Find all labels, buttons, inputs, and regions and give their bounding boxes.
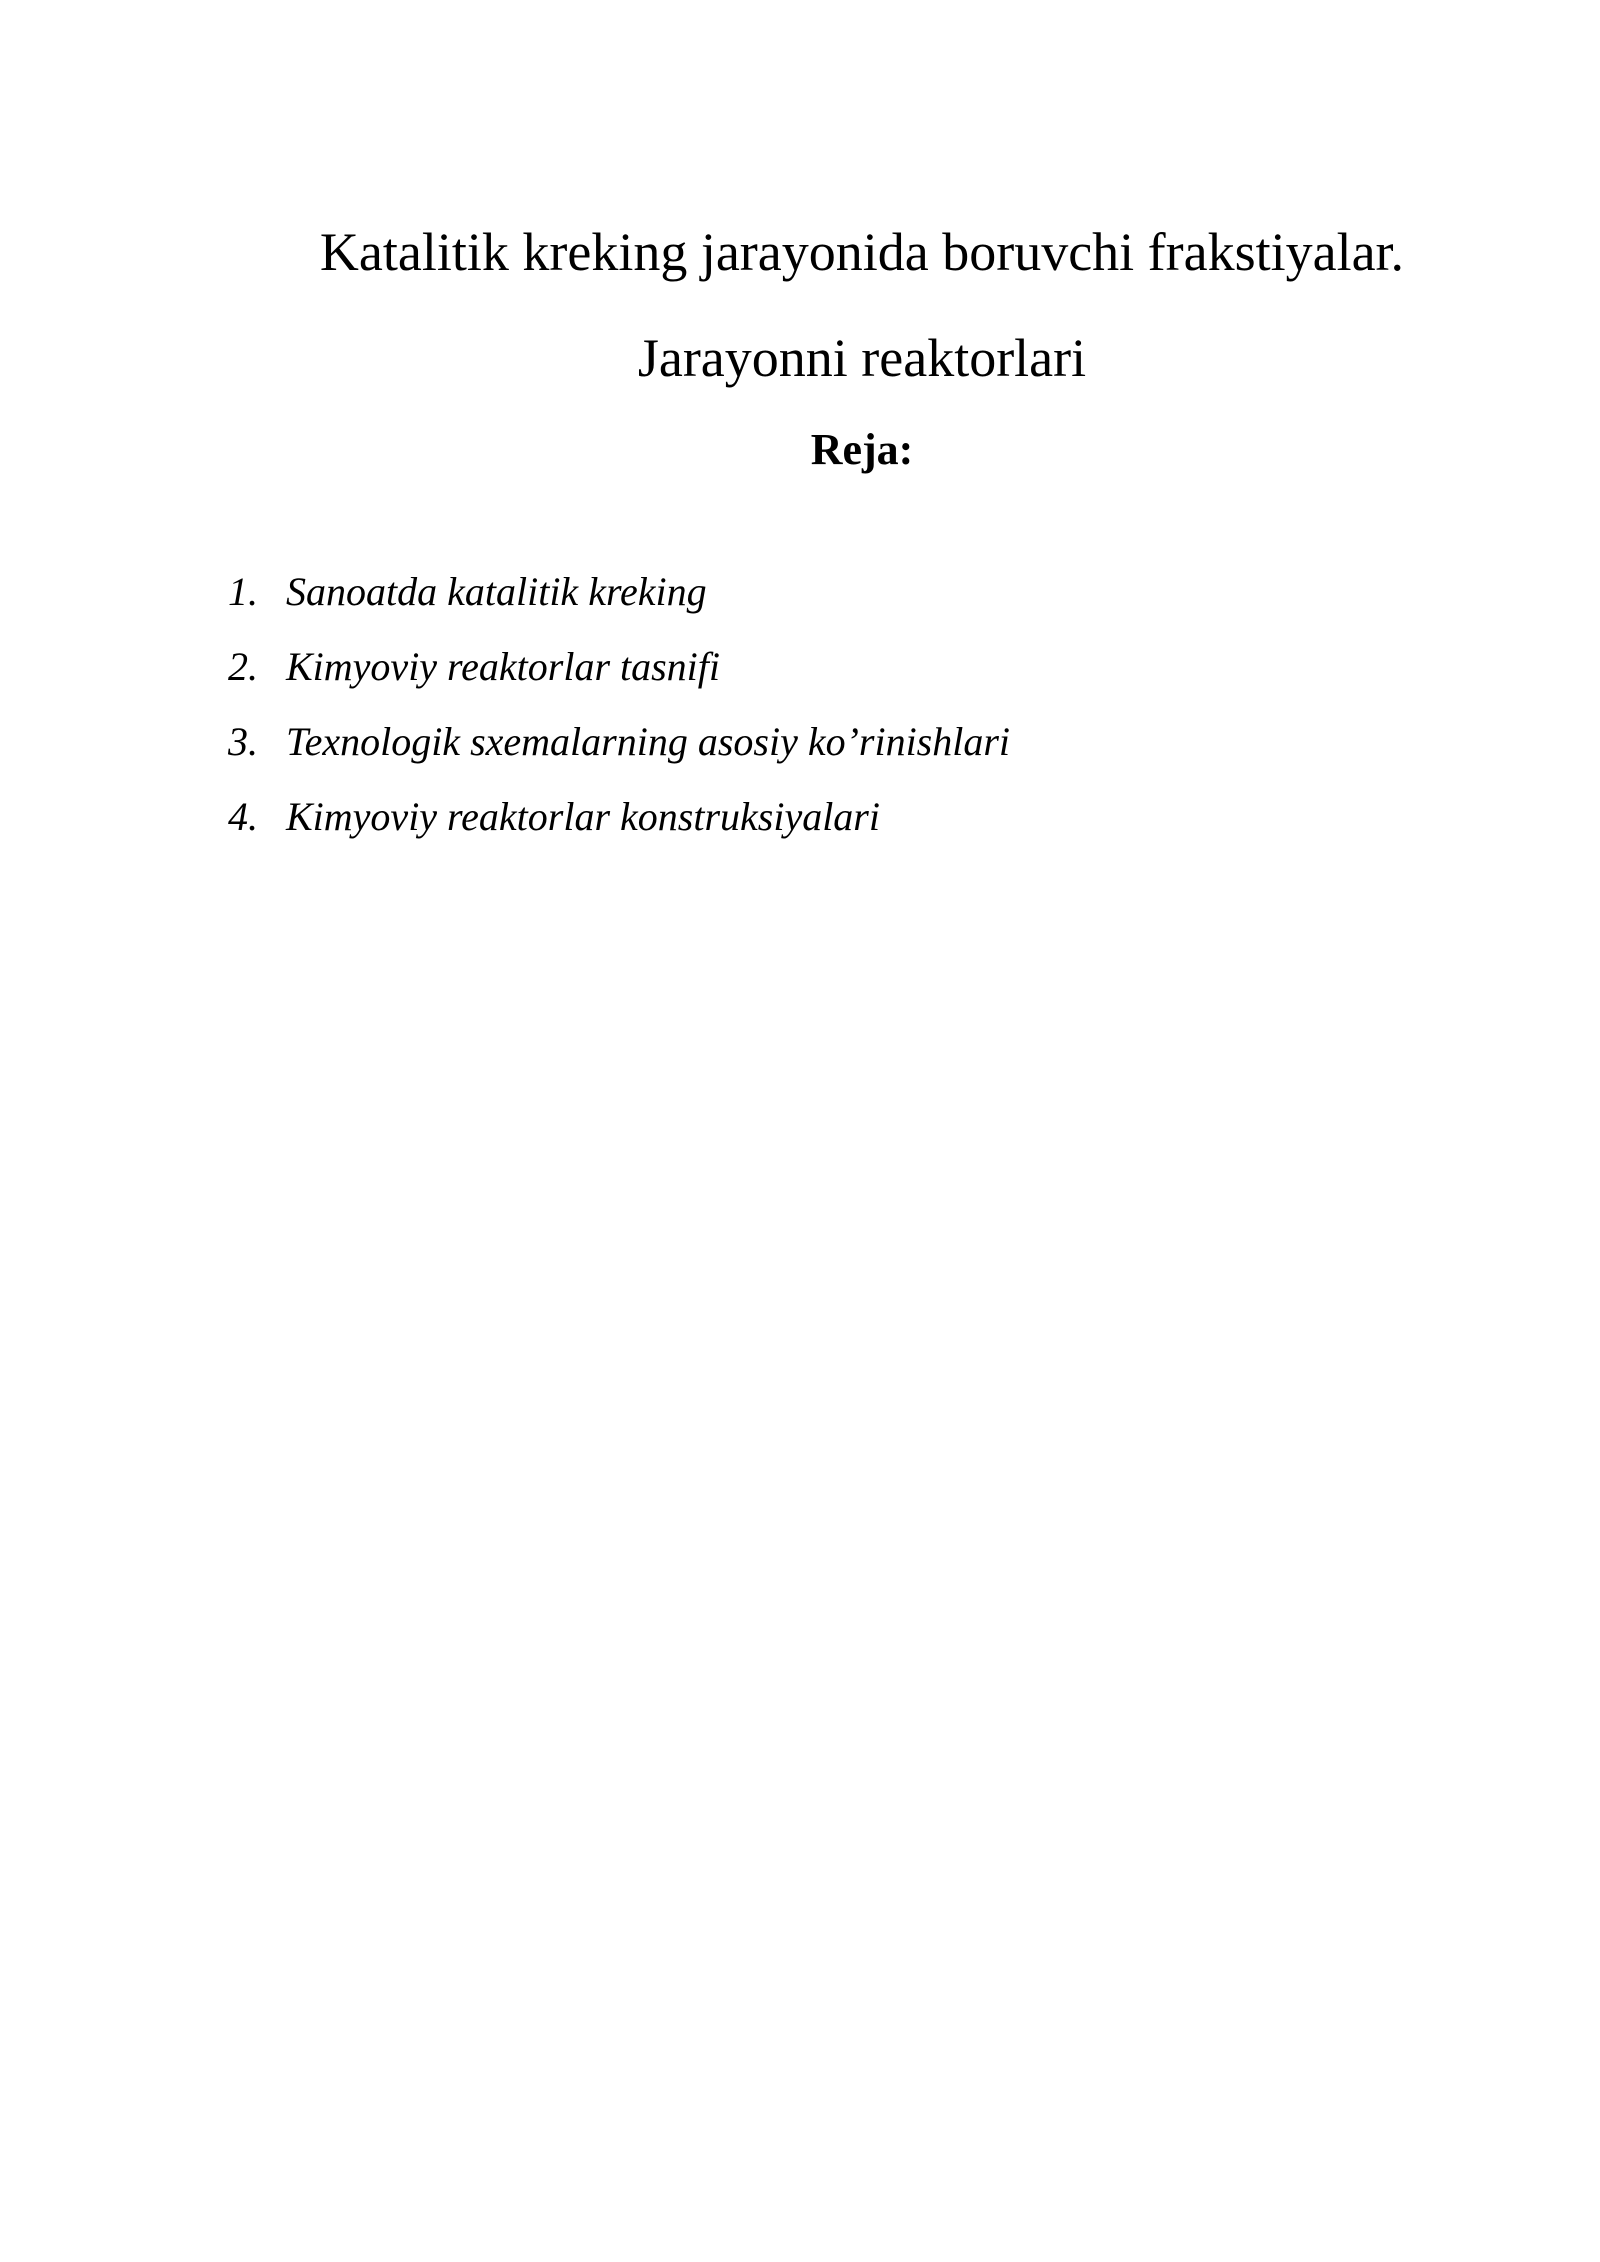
plan-item-text: Kimyoviy reaktorlar konstruksiyalari (286, 794, 880, 839)
plan-list (228, 568, 1010, 868)
plan-item-text: Texnologik sxemalarning asosiy ko’rinishlari (286, 719, 1011, 764)
plan-item-text: Sanoatda katalitik kreking (286, 569, 707, 614)
plan-item-number: 2. (228, 644, 258, 689)
plan-item-number: 3. (228, 719, 258, 764)
plan-item-number: 4. (228, 794, 258, 839)
plan-item-4 (228, 793, 1010, 868)
plan-item-1 (228, 568, 1010, 643)
plan-item-text: Kimyoviy reaktorlar tasnifi (286, 644, 721, 689)
title-line-2: Jarayonni reaktorlari (637, 328, 1087, 388)
plan-item-2 (228, 643, 1010, 718)
plan-heading: Reja: (810, 425, 914, 474)
title-line-1: Katalitik kreking jarayonida boruvchi frakstiyalar. (319, 222, 1405, 282)
plan-item-number: 1. (228, 569, 258, 614)
plan-item-3 (228, 718, 1010, 793)
